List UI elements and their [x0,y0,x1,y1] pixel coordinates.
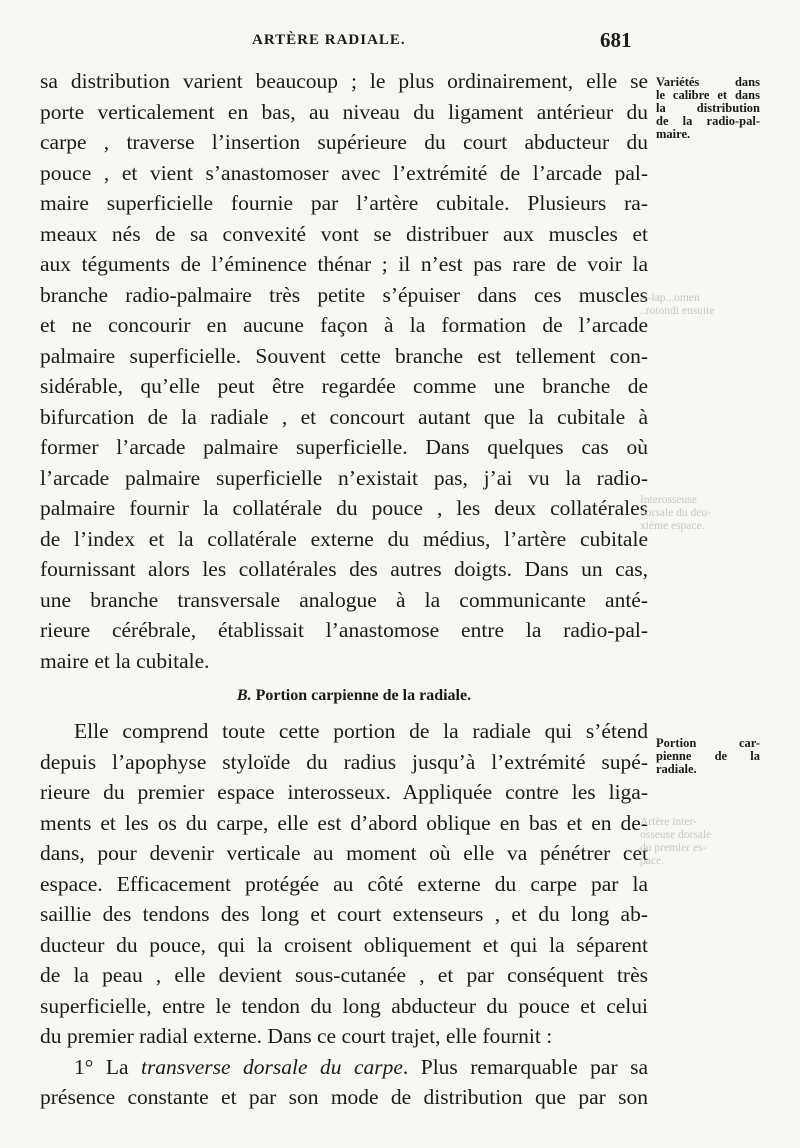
show-through-text [640,292,760,318]
show-through-text [640,494,760,533]
show-through-line: dorsale du deu- [640,507,711,519]
margin-note-line: Portion car- [656,736,760,750]
text-line: maire superficielle fournie par l’artère cubitale. Plusieurs ra- [40,191,648,215]
section-title: Portion carpienne de la radiale. [255,687,472,704]
show-through-line: Artère inter- [640,816,697,828]
running-header [0,28,800,58]
text-line: depuis l’apophyse styloïde du radius jusqu’à l’extrémité supé- [40,749,648,774]
text-line: rieure du premier espace interosseux. Appliquée contre les liga- [40,780,648,804]
show-through-line: ..rotondi ensuite [640,305,715,317]
margin-note-portion [656,737,760,776]
text-line: l’arcade palmaire superficielle n’existait pas, j’ai vu la radio- [40,465,648,490]
text-line: fournissant alors les collatérales des autres doigts. Dans un cas, [40,557,648,581]
text-line: sa distribution varient beaucoup ; le plus ordinairement, elle se [40,69,648,93]
margin-note-line: de la radio-pal- [656,114,760,128]
margin-note-line: le calibre et dans [656,88,760,102]
section-heading-b [40,676,648,716]
text-line: dans, pour devenir verticale au moment où elle va pénétrer cet [40,841,648,865]
show-through-line: pace. [640,855,664,867]
page-number: 681 [600,28,632,52]
margin-note-line: radiale. [656,762,697,776]
italic-term: transverse dorsale du carpe [140,1054,403,1079]
paragraph-transverse-dorsale [40,1052,648,1113]
running-title: ARTÈRE RADIALE. [252,32,406,48]
text-line: sidérable, qu’elle peut être regardée comme une branche de [40,374,648,398]
text-line: du premier radial externe. Dans ce court trajet, elle fournit : [40,1024,553,1048]
text-line: palmaire superficielle. Souvent cette branche est tellement con- [40,343,648,368]
show-through-line: —lap...omen [640,292,700,304]
text-line: rieure cérébrale, établissait l’anastomose entre la radio-pal- [40,618,648,642]
text-line: de la peau , elle devient sous-cutanée , et par conséquent très [40,963,648,987]
margin-note-line: pienne de la [656,749,760,763]
section-letter: B. [236,687,252,704]
paragraph-distribution [40,66,648,676]
text-line: 1° La transverse dorsale du carpe. Plus remarquable par sa [74,1054,648,1079]
margin-note-line: Variétés dans [656,75,760,89]
text-line: palmaire fournir la collatérale du pouce , les deux collatérales [40,496,648,520]
text-line: ducteur du pouce, qui la croisent obliquement et qui la séparent [40,932,648,957]
text-line: porte verticalement en bas, au niveau du ligament antérieur du [40,99,648,124]
text-line: une branche transversale analogue à la communicante anté- [40,587,648,612]
text-line: maire et la cubitale. [40,648,210,673]
show-through-line: osseuse dorsale [640,829,712,841]
text-line: meaux nés de sa convexité vont se distribuer aux muscles et [40,221,648,246]
text-line: saillie des tendons des long et court extenseurs , et du long ab- [40,902,648,926]
text-line: espace. Efficacement protégée au côté externe du carpe par la [40,871,648,896]
show-through-text [640,816,760,868]
text-line: bifurcation de la radiale , et concourt autant que la cubitale à [40,404,648,429]
text-line: carpe , traverse l’insertion supérieure du court abducteur du [40,130,648,154]
show-through-line: xième espace. [640,520,705,532]
show-through-line: du premier es- [640,842,707,854]
text-line: former l’arcade palmaire superficielle. Dans quelques cas où [40,435,648,459]
text-line: et ne concourir en aucune façon à la formation de l’arcade [40,313,648,337]
text-line: présence constante et par son mode de distribution que par son [40,1085,648,1109]
margin-note-varietes [656,76,760,141]
text-line: aux téguments de l’éminence thénar ; il n’est pas rare de voir la [40,252,648,276]
paragraph-portion-carpienne [40,716,648,1052]
text-line: pouce , et vient s’anastomoser avec l’extrémité de l’arcade pal- [40,160,648,185]
text-line: Elle comprend toute cette portion de la radiale qui s’étend [74,719,648,743]
margin-note-line: la distribution [656,101,760,115]
margin-note-line: maire. [656,127,691,141]
text-line: ments et les os du carpe, elle est d’abord oblique en bas et en de- [40,810,648,835]
body-text [40,66,648,1113]
show-through-line: Interosseuse [640,494,697,506]
text-line: branche radio-palmaire très petite s’épuiser dans ces muscles [40,282,648,307]
text-line: superficielle, entre le tendon du long abducteur du pouce et celui [40,993,648,1018]
text-line: de l’index et la collatérale externe du médius, l’artère cubitale [40,526,648,551]
